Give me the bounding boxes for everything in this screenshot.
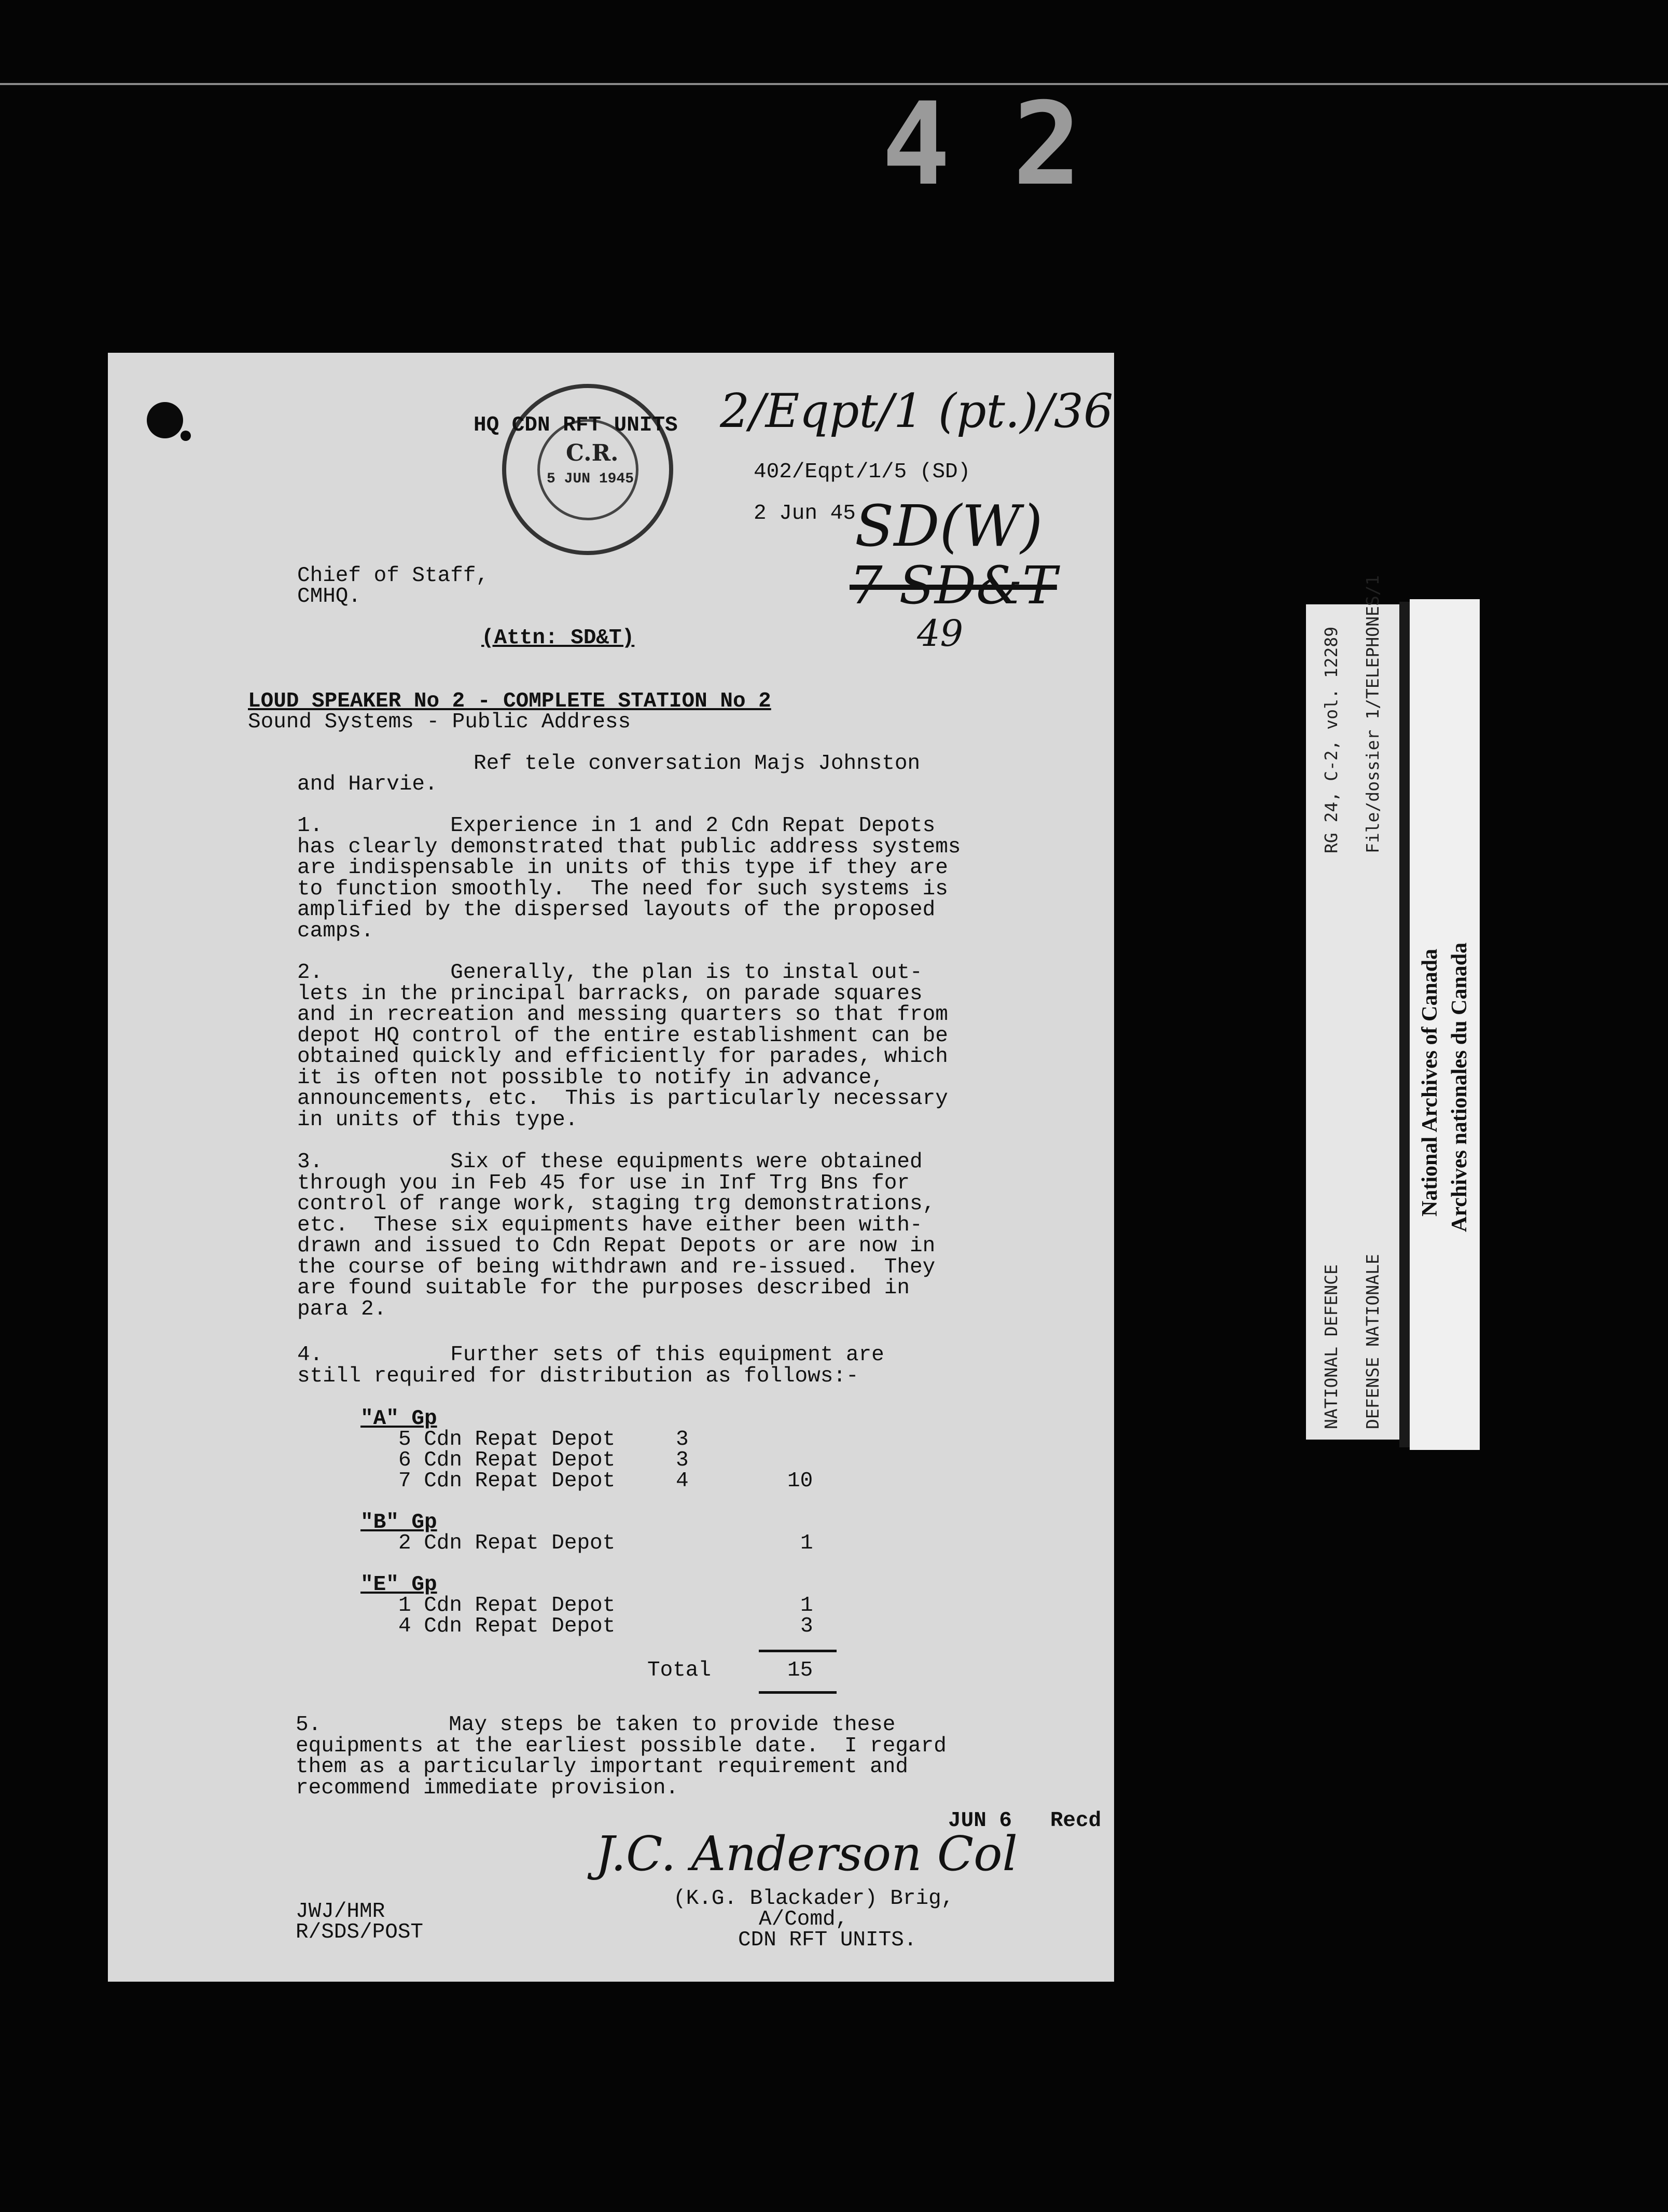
paragraph-line: etc. These six equipments have either been with-	[297, 1213, 923, 1237]
paragraph-line: camps.	[297, 919, 374, 943]
punch-hole	[147, 402, 183, 438]
paragraph-line: control of range work, staging trg demonstrations,	[297, 1192, 936, 1216]
addressee-line-1: Chief of Staff,	[297, 564, 489, 588]
total-value: 15	[787, 1658, 813, 1682]
group-e-item-2-total: 3	[800, 1614, 813, 1638]
paragraph-line: depot HQ control of the entire establishment can be	[297, 1024, 948, 1048]
paragraph-line: still required for distribution as follows:-	[297, 1364, 859, 1388]
subject-line-2: Sound Systems - Public Address	[248, 710, 631, 734]
archives-french: Archives nationales du Canada	[1448, 942, 1471, 1232]
archives-label	[1410, 599, 1480, 1450]
paragraph-line: the course of being withdrawn and re-issued. They	[297, 1255, 936, 1279]
label-line-file: File/dossier 1/TELEPHONES/1	[1363, 575, 1383, 853]
reference-line-2: and Harvie.	[297, 772, 438, 796]
group-e-item-1: 1 Cdn Repat Depot	[398, 1594, 616, 1617]
group-a-total: 10	[787, 1469, 813, 1493]
group-a-item-1: 5 Cdn Repat Depot	[398, 1428, 616, 1451]
letter-page	[108, 353, 1114, 1982]
label-divider	[1399, 602, 1410, 1447]
addressee-line-2: CMHQ.	[297, 585, 362, 609]
paragraph-line: lets in the principal barracks, on parade squares	[297, 981, 923, 1006]
group-a-item-2: 6 Cdn Repat Depot	[398, 1448, 616, 1472]
received-date: JUN 6 Recd	[948, 1809, 1102, 1833]
paragraph-2	[297, 962, 948, 1130]
paragraph-4	[297, 1345, 884, 1387]
subject-line-1: LOUD SPEAKER No 2 - COMPLETE STATION No 2	[248, 689, 771, 713]
paragraph-line: 3. Six of these equipments were obtained	[297, 1150, 923, 1174]
archival-reference-label	[1306, 575, 1399, 1440]
paragraph-line: them as a particularly important requirement and	[296, 1755, 908, 1779]
paragraph-line: are found suitable for the purposes described in	[297, 1276, 910, 1300]
group-e-item-2: 4 Cdn Repat Depot	[398, 1614, 616, 1638]
paragraph-line: and in recreation and messing quarters so that from	[297, 1003, 948, 1027]
stamp-cr-text: C.R.	[566, 440, 619, 466]
paragraph-line: 1. Experience in 1 and 2 Cdn Repat Depots	[297, 814, 936, 838]
group-a-item-3-qty: 4	[676, 1469, 689, 1493]
punch-hole-small	[180, 431, 191, 441]
total-rule-top	[759, 1650, 837, 1652]
paragraph-1	[297, 815, 961, 942]
film-edge-line	[0, 83, 1668, 85]
paragraph-line: through you in Feb 45 for use in Inf Trg Bns for	[297, 1171, 910, 1195]
handwritten-file-number: 2/Eqpt/1 (pt.)/36	[720, 384, 1114, 438]
handwritten-number: 49	[917, 612, 964, 655]
paragraph-line: obtained quickly and efficiently for parades, which	[297, 1045, 948, 1069]
group-b-item-1: 2 Cdn Repat Depot	[398, 1531, 616, 1555]
distribution-code: R/SDS/POST	[296, 1920, 424, 1944]
group-a-label: "A" Gp	[360, 1407, 437, 1431]
letter-date: 2 Jun 45	[754, 502, 856, 526]
reference-line-1: Ref tele conversation Majs Johnston	[474, 752, 921, 776]
group-e-label: "E" Gp	[360, 1573, 437, 1597]
paragraph-line: equipments at the earliest possible date. I regard	[296, 1734, 947, 1758]
paragraph-line: it is often not possible to notify in advance,	[297, 1066, 884, 1090]
paragraph-line: announcements, etc. This is particularly necessary	[297, 1087, 948, 1111]
paragraph-line: para 2.	[297, 1297, 387, 1321]
archives-english: National Archives of Canada	[1418, 948, 1442, 1216]
paragraph-line: 5. May steps be taken to provide these	[296, 1713, 896, 1737]
paragraph-line: 4. Further sets of this equipment are	[297, 1343, 884, 1367]
handwritten-signature: J.C. Anderson Col	[595, 1826, 1018, 1882]
paragraph-line: in units of this type.	[297, 1108, 578, 1132]
paragraph-line: drawn and issued to Cdn Repat Depots or are now in	[297, 1234, 936, 1258]
group-a-item-3: 7 Cdn Repat Depot	[398, 1469, 616, 1493]
letter-header: HQ CDN RFT UNITS	[474, 413, 678, 437]
signature-block-line-2: A/Comd,	[759, 1907, 849, 1931]
label-line-national-defence: NATIONAL DEFENCE	[1321, 1264, 1341, 1429]
signature-block-line-1: (K.G. Blackader) Brig,	[673, 1887, 954, 1911]
handwritten-sdt: 7 SD&T	[850, 555, 1057, 616]
group-e-item-1-total: 1	[800, 1594, 813, 1617]
group-b-total: 1	[800, 1531, 813, 1555]
signature-block-line-3: CDN RFT UNITS.	[738, 1928, 917, 1952]
frame-number: 42	[882, 78, 1144, 211]
total-rule-bottom	[759, 1691, 837, 1694]
attention-line: (Attn: SD&T)	[481, 626, 635, 650]
stamp-date: 5 JUN 1945	[547, 471, 634, 487]
paragraph-3	[297, 1152, 935, 1320]
paragraph-line: has clearly demonstrated that public address systems	[297, 835, 961, 859]
paragraph-line: 2. Generally, the plan is to instal out-	[297, 961, 923, 985]
paragraph-5	[296, 1715, 947, 1799]
group-a-item-2-qty: 3	[676, 1448, 689, 1472]
file-reference: 402/Eqpt/1/5 (SD)	[754, 460, 971, 484]
label-line-defense-nationale: DEFENSE NATIONALE	[1363, 1254, 1383, 1429]
label-line-record-group: RG 24, C-2, vol. 12289	[1321, 626, 1341, 853]
paragraph-line: amplified by the dispersed layouts of the proposed	[297, 898, 936, 922]
group-a-item-1-qty: 3	[676, 1428, 689, 1451]
group-b-label: "B" Gp	[360, 1511, 437, 1534]
typist-initials: JWJ/HMR	[296, 1900, 385, 1924]
handwritten-sdw: SD(W)	[855, 493, 1043, 559]
paragraph-line: to function smoothly. The need for such systems is	[297, 877, 948, 901]
received-stamp	[502, 384, 673, 555]
paragraph-line: recommend immediate provision.	[296, 1776, 679, 1800]
total-label: Total	[647, 1658, 712, 1682]
paragraph-line: are indispensable in units of this type if they are	[297, 856, 948, 880]
